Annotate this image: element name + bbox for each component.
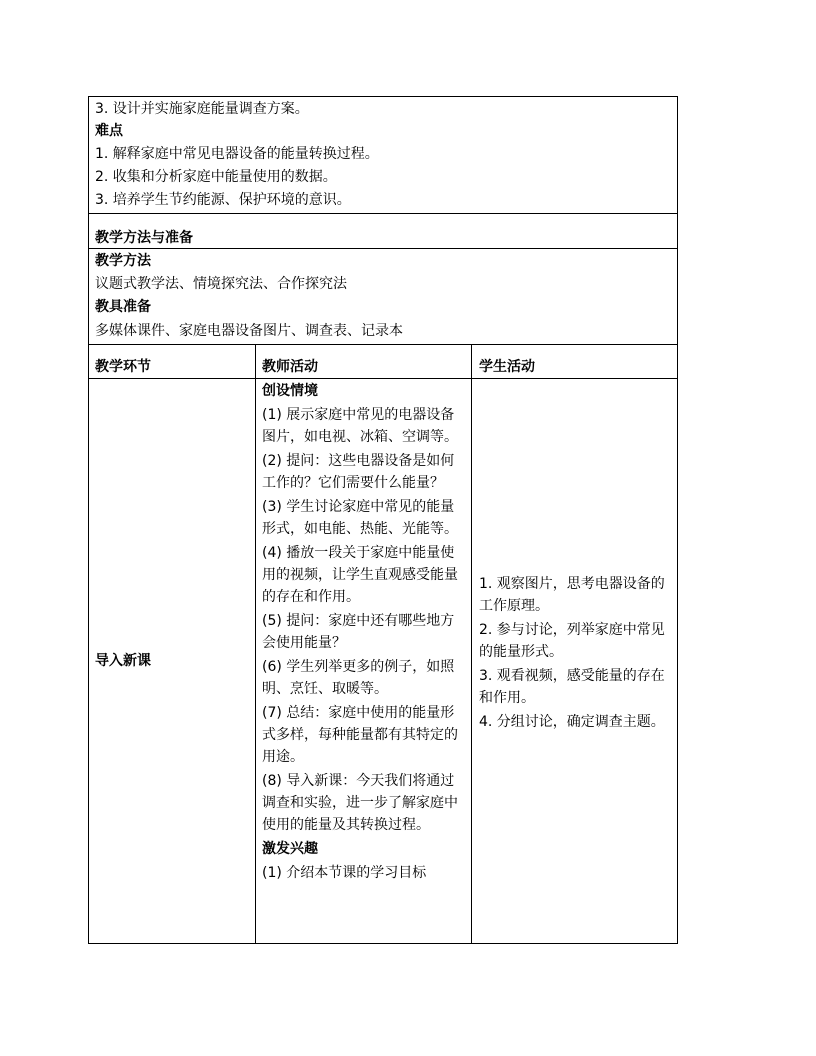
column-divider (471, 344, 472, 944)
teacher-item: (7) 总结：家庭中使用的能量形式多样，每种能量都有其特定的用途。 (262, 705, 458, 765)
teacher-item: (4) 播放一段关于家庭中能量使用的视频，让学生直观感受能量的存在和作用。 (262, 545, 458, 605)
row-divider (89, 213, 677, 214)
student-item: 4. 分组讨论，确定调查主题。 (479, 714, 665, 730)
student-item: 3. 观看视频，感受能量的存在和作用。 (479, 668, 665, 706)
methods-section-heading: 教学方法与准备 (95, 230, 193, 246)
column-header-teacher: 教师活动 (262, 359, 318, 375)
teaching-methods-text: 议题式教学法、情境探究法、合作探究法 (95, 276, 347, 292)
column-divider (255, 344, 256, 944)
objective-item-3: 3. 设计并实施家庭能量调查方案。 (95, 101, 309, 117)
teacher-activity-cell (262, 380, 462, 884)
teacher-item: (1) 展示家庭中常见的电器设备图片，如电视、冰箱、空调等。 (262, 407, 458, 445)
teacher-item: (6) 学生列举更多的例子，如照明、烹饪、取暖等。 (262, 659, 455, 697)
teacher-item: (5) 提问：家庭中还有哪些地方会使用能量？ (262, 613, 455, 651)
difficulty-item: 1. 解释家庭中常见电器设备的能量转换过程。 (95, 146, 379, 162)
student-item: 2. 参与讨论，列举家庭中常见的能量形式。 (479, 622, 665, 660)
stage-label: 导入新课 (95, 653, 151, 669)
teacher-heading: 创设情境 (262, 383, 318, 399)
teacher-item: (3) 学生讨论家庭中常见的能量形式，如电能、热能、光能等。 (262, 499, 458, 537)
teaching-tools-heading: 教具准备 (95, 299, 151, 315)
difficulty-item: 3. 培养学生节约能源、保护环境的意识。 (95, 192, 351, 208)
teaching-tools-text: 多媒体课件、家庭电器设备图片、调查表、记录本 (95, 323, 403, 339)
lesson-table-frame (88, 96, 678, 944)
row-divider (89, 248, 677, 249)
student-activity-cell (479, 573, 671, 733)
teaching-method-heading: 教学方法 (95, 253, 151, 269)
teacher-heading: 激发兴趣 (262, 841, 318, 857)
column-header-stage: 教学环节 (95, 359, 151, 375)
student-item: 1. 观察图片，思考电器设备的工作原理。 (479, 576, 665, 614)
difficulty-heading: 难点 (95, 123, 123, 139)
teacher-item: (2) 提问：这些电器设备是如何工作的？它们需要什么能量？ (262, 453, 455, 491)
difficulty-item: 2. 收集和分析家庭中能量使用的数据。 (95, 169, 337, 185)
teacher-item: (1) 介绍本节课的学习目标 (262, 865, 427, 881)
column-header-student: 学生活动 (479, 359, 535, 375)
teacher-item: (8) 导入新课：今天我们将通过调查和实验，进一步了解家庭中使用的能量及其转换过程。 (262, 773, 458, 833)
row-divider (89, 378, 677, 379)
row-divider (89, 344, 677, 345)
